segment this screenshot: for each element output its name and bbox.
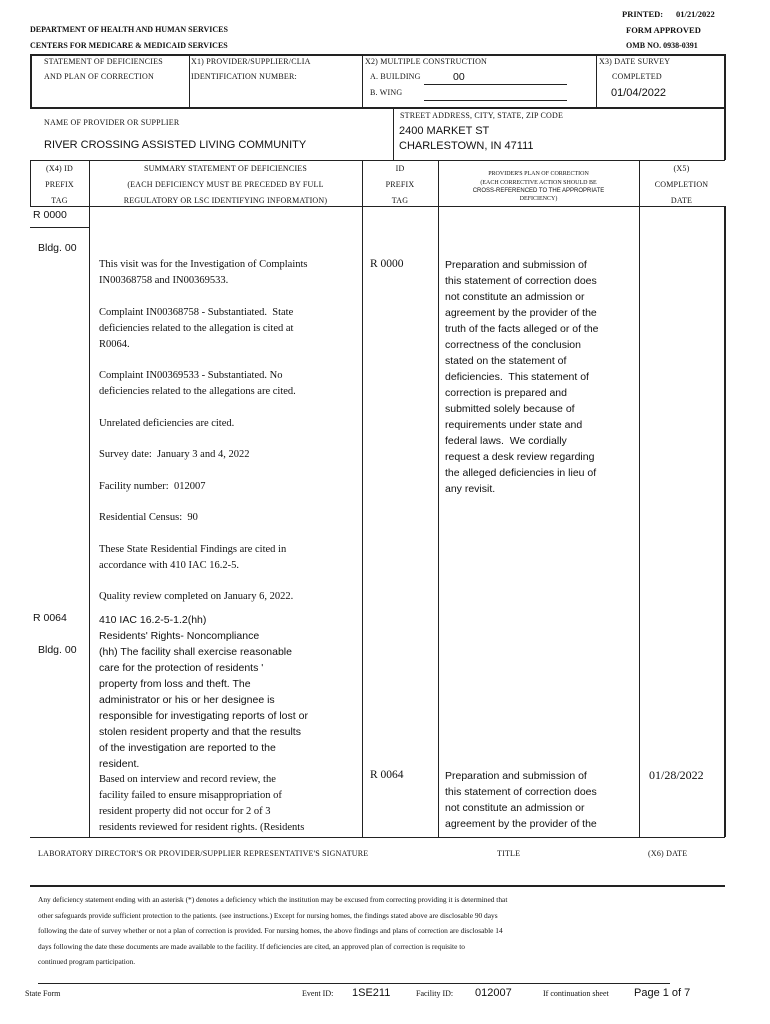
event-id-label: Event ID: [302, 989, 334, 998]
summary-2-regulation-lines [99, 612, 361, 772]
footnote-line: Any deficiency statement ending with an asterisk (*) denotes a deficiency which the institution may be excused from correcting providing it is determined that [38, 895, 508, 904]
state-form-label: State Form [25, 989, 61, 998]
building-tag-1: Bldg. 00 [38, 242, 77, 254]
plan-line: agreement by the provider of the [445, 307, 597, 319]
summary-line: accordance with 410 IAC 16.2-5. [99, 559, 239, 571]
plan-line: the alleged deficiencies in lieu of [445, 467, 597, 479]
multiple-construction-label: X2) MULTIPLE CONSTRUCTION [365, 57, 488, 66]
form-approved: FORM APPROVED [626, 25, 701, 35]
date-survey-label: X3) DATE SURVEY [599, 57, 671, 66]
plan-line: federal laws. We cordially [445, 435, 567, 447]
continuation-label: If continuation sheet [543, 989, 609, 998]
date-label: DATE [670, 196, 693, 205]
plan-line: not constitute an admission or [445, 291, 585, 303]
finding-line: resident property did not occur for 2 of 3 [99, 806, 271, 817]
building-tag-2: Bldg. 00 [38, 644, 77, 656]
wing-label: B. WING [370, 88, 403, 97]
x6-date-label: (X6) DATE [648, 849, 688, 858]
plan-header-1: PROVIDER'S PLAN OF CORRECTION [488, 171, 589, 177]
omb-number: OMB NO. 0938-0391 [626, 41, 698, 50]
x4-tag-label: TAG [51, 196, 68, 205]
summary-line: deficiencies related to the allegations are cited. [99, 386, 296, 397]
address-label: STREET ADDRESS, CITY, STATE, ZIP CODE [400, 111, 564, 120]
summary-line: Facility number: 012007 [99, 480, 206, 492]
regulation-line: care for the protection of residents ' [99, 662, 264, 674]
plan-header-2: (EACH CORRECTIVE ACTION SHOULD BE [480, 180, 597, 186]
footnote-line: other safeguards provide sufficient protection to the patients. (see instructions.) Except for nursing homes, the findings stated above are disclosable 90 days [38, 910, 498, 920]
title-label: TITLE [497, 849, 521, 858]
summary-line [99, 526, 361, 542]
footnote-line: days following the date these documents are made available to the facility. If deficiencies are cited, an approved plan of correction is requisite to [38, 941, 465, 951]
footnote-line: continued program participation. [38, 957, 136, 966]
summary-line: These State Residential Findings are cited in [99, 543, 287, 555]
page-indicator: Page 1 of 7 [634, 987, 691, 999]
plan-line: Preparation and submission of [445, 770, 587, 782]
regulation-line: of the investigation are reported to the [99, 742, 276, 754]
plan-line: Preparation and submission of [445, 259, 587, 271]
summary-1-lines [99, 257, 361, 605]
summary-2-finding-lines [99, 772, 361, 836]
plan-block-2 [445, 768, 637, 832]
statement-label-2: AND PLAN OF CORRECTION [44, 72, 154, 81]
survey-date: 01/04/2022 [611, 87, 667, 99]
plan-line: any revisit. [445, 483, 496, 495]
x5-label: (X5) [673, 164, 690, 173]
regulation-line: responsible for investigating reports of lost or [99, 710, 308, 722]
id-prefix-label: PREFIX [385, 180, 415, 189]
address-line-2: CHARLESTOWN, IN 47111 [399, 140, 534, 152]
plan-line: truth of the facts alleged or of the [445, 323, 599, 335]
summary-line [99, 495, 361, 511]
regulation-line: property from loss and theft. The [99, 678, 251, 690]
plan-line: stated on the statement of [445, 355, 567, 367]
plan-1-lines [445, 257, 637, 497]
completion-date-r0064: 01/28/2022 [649, 768, 704, 782]
facility-id-value: 012007 [475, 987, 512, 999]
regulation-line: resident. [99, 758, 140, 770]
id-label: ID [395, 164, 405, 173]
provider-id-label-1: X1) PROVIDER/SUPPLIER/CLIA [191, 57, 311, 66]
summary-line: deficiencies related to the allegation is cited at [99, 322, 294, 334]
printed-label: PRINTED: [622, 9, 664, 19]
summary-line: Quality review completed on January 6, 2022. [99, 591, 294, 602]
finding-line: Based on interview and record review, the [99, 774, 276, 785]
summary-line [99, 432, 361, 448]
regulation-line: Residents' Rights- Noncompliance [99, 630, 260, 642]
signature-label: LABORATORY DIRECTOR'S OR PROVIDER/SUPPLIER REPRESENTATIVE'S SIGNATURE [38, 849, 369, 858]
summary-line: Residential Census: 90 [99, 512, 198, 523]
building-label: A. BUILDING [370, 72, 421, 81]
summary-line: IN00368758 and IN00369533. [99, 275, 229, 286]
facility-id-label: Facility ID: [416, 989, 454, 998]
regulation-line: (hh) The facility shall exercise reasonable [99, 646, 292, 658]
plan-header-4: DEFICIENCY) [519, 196, 558, 202]
id-tag-label: TAG [391, 196, 409, 205]
summary-header-3: REGULATORY OR LSC IDENTIFYING INFORMATION) [123, 196, 328, 205]
event-id-value: 1SE211 [352, 987, 391, 999]
statement-label-1: STATEMENT OF DEFICIENCIES [44, 57, 163, 66]
plan-line: correctness of the conclusion [445, 339, 581, 351]
provider-id-label-2: IDENTIFICATION NUMBER: [191, 72, 297, 81]
plan-line: not constitute an admission or [445, 802, 585, 814]
regulation-line: stolen resident property and that the results [99, 726, 301, 738]
disclosure-footnote [38, 892, 718, 970]
summary-line [99, 289, 361, 305]
summary-line [99, 353, 361, 369]
plan-header-3: CROSS-REFERENCED TO THE APPROPRIATE [472, 188, 605, 194]
plan-line: this statement of correction does [445, 275, 597, 287]
building-value: 00 [453, 71, 465, 83]
plan-line: requirements under state and [445, 419, 583, 431]
regulation-line: 410 IAC 16.2-5-1.2(hh) [99, 614, 207, 626]
summary-line [99, 463, 361, 479]
tag-r0000: R 0000 [33, 209, 67, 221]
plan-line: this statement of correction does [445, 786, 597, 798]
summary-line: Complaint IN00369533 - Substantiated. No [99, 370, 283, 381]
summary-line: Survey date: January 3 and 4, 2022 [99, 449, 250, 460]
summary-line [99, 400, 361, 416]
summary-line: R0064. [99, 338, 130, 350]
summary-line [99, 574, 361, 590]
provider-name-label: NAME OF PROVIDER OR SUPPLIER [44, 118, 180, 127]
x4-id-label: (X4) ID [46, 164, 73, 173]
completion-label: COMPLETION [654, 180, 709, 189]
summary-block-1 [99, 257, 361, 605]
x4-prefix-label: PREFIX [45, 180, 74, 189]
id-prefix-r0064: R 0064 [370, 769, 404, 781]
department-title: DEPARTMENT OF HEALTH AND HUMAN SERVICES [30, 25, 228, 34]
summary-line: This visit was for the Investigation of Complaints [99, 259, 308, 270]
plan-line: agreement by the provider of the [445, 818, 597, 830]
finding-line: facility failed to ensure misappropriation of [99, 790, 282, 801]
plan-line: deficiencies. This statement of [445, 371, 589, 383]
plan-2-lines [445, 768, 637, 832]
completed-label: COMPLETED [612, 72, 662, 81]
id-prefix-r0000: R 0000 [370, 258, 404, 270]
printed-date: 01/21/2022 [676, 9, 715, 19]
tag-r0064: R 0064 [33, 612, 67, 624]
plan-line: request a desk review regarding [445, 451, 595, 463]
plan-line: correction is prepared and [445, 387, 567, 399]
summary-line: Complaint IN00368758 - Substantiated. State [99, 306, 294, 318]
summary-line: Unrelated deficiencies are cited. [99, 417, 235, 429]
centers-title: CENTERS FOR MEDICARE & MEDICAID SERVICES [30, 41, 228, 50]
address-line-1: 2400 MARKET ST [399, 125, 490, 137]
footnote-line: following the date of survey whether or not a plan of correction is provided. For nursing homes, the above findings and plans of correction are disclosable 14 [38, 926, 503, 935]
summary-header-2: (EACH DEFICIENCY MUST BE PRECEDED BY FULL [127, 180, 324, 189]
plan-block-1 [445, 257, 637, 497]
regulation-line: administrator or his or her designee is [99, 694, 275, 706]
plan-line: submitted solely because of [445, 403, 575, 415]
provider-name: RIVER CROSSING ASSISTED LIVING COMMUNITY [44, 139, 307, 151]
summary-block-2 [99, 612, 361, 836]
summary-header-1: SUMMARY STATEMENT OF DEFICIENCIES [143, 164, 308, 173]
finding-line: residents reviewed for resident rights. (Residents [99, 822, 305, 833]
